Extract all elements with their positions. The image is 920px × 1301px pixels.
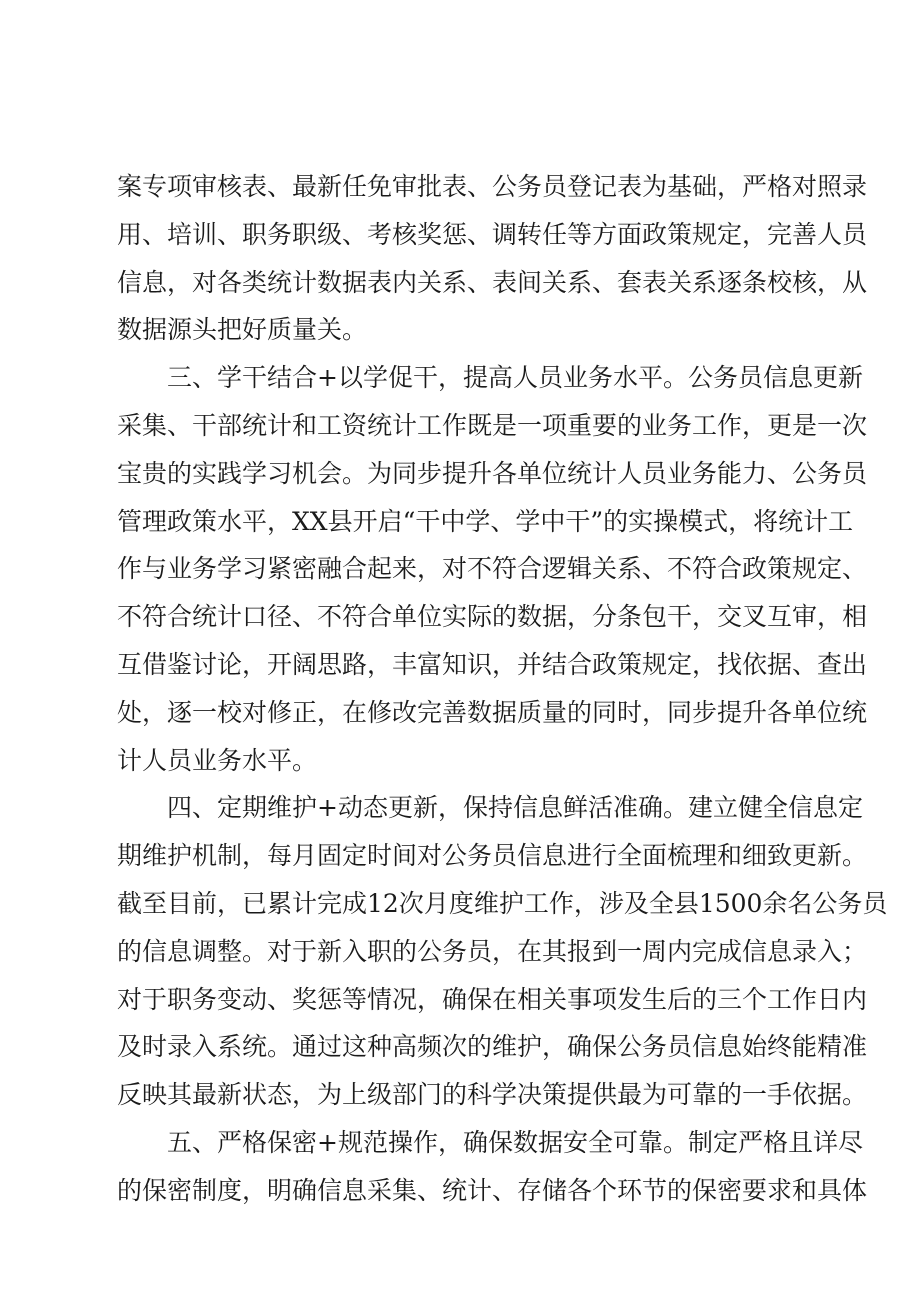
text-line: 反映其最新状态，为上级部门的科学决策提供最为可靠的一手依据。 — [117, 1080, 868, 1110]
text-line: 三、学干结合+以学促干，提高人员业务水平。公务员信息更新 — [167, 363, 863, 393]
text-line: 截至目前，已累计完成12次月度维护工作，涉及全县1500余名公务员 — [117, 888, 888, 918]
text-line: 作与业务学习紧密融合起来，对不符合逻辑关系、不符合政策规定、 — [117, 554, 868, 584]
text-line: 处，逐一校对修正，在修改完善数据质量的同时，同步提升各单位统 — [117, 697, 868, 727]
text-line: 管理政策水平，XX县开启“干中学、学中干”的实操模式，将统计工 — [117, 506, 854, 536]
text-line: 的保密制度，明确信息采集、统计、存储各个环节的保密要求和具体 — [117, 1175, 868, 1205]
text-line: 用、培训、职务职级、考核奖惩、调转任等方面政策规定，完善人员 — [117, 219, 868, 249]
text-line: 五、严格保密+规范操作，确保数据安全可靠。制定严格且详尽 — [167, 1127, 863, 1157]
paragraph-4 — [117, 1119, 868, 1215]
text-line: 及时录入系统。通过这种高频次的维护，确保公务员信息始终能精准 — [117, 1032, 868, 1062]
paragraph-2 — [117, 354, 868, 784]
paragraph-1 — [117, 163, 868, 354]
text-line: 案专项审核表、最新任免审批表、公务员登记表为基础，严格对照录 — [117, 172, 868, 201]
paragraph-3 — [117, 784, 888, 1119]
text-line: 不符合统计口径、不符合单位实际的数据，分条包干，交叉互审，相 — [117, 602, 868, 632]
text-line: 对于职务变动、奖惩等情况，确保在相关事项发生后的三个工作日内 — [117, 984, 868, 1014]
text-line: 的信息调整。对于新入职的公务员，在其报到一周内完成信息录入； — [117, 936, 868, 966]
text-line: 宝贵的实践学习机会。为同步提升各单位统计人员业务能力、公务员 — [117, 458, 868, 488]
text-line: 期维护机制，每月固定时间对公务员信息进行全面梳理和细致更新。 — [117, 841, 868, 871]
text-line: 四、定期维护+动态更新，保持信息鲜活准确。建立健全信息定 — [167, 793, 863, 823]
text-line: 数据源头把好质量关。 — [117, 315, 368, 345]
text-line: 信息，对各类统计数据表内关系、表间关系、套表关系逐条校核，从 — [117, 267, 868, 297]
text-line: 互借鉴讨论，开阔思路，丰富知识，并结合政策规定，找依据、查出 — [117, 649, 868, 679]
text-line: 计人员业务水平。 — [117, 745, 318, 775]
document-body — [117, 163, 888, 1215]
text-line: 采集、干部统计和工资统计工作既是一项重要的业务工作，更是一次 — [117, 410, 868, 440]
